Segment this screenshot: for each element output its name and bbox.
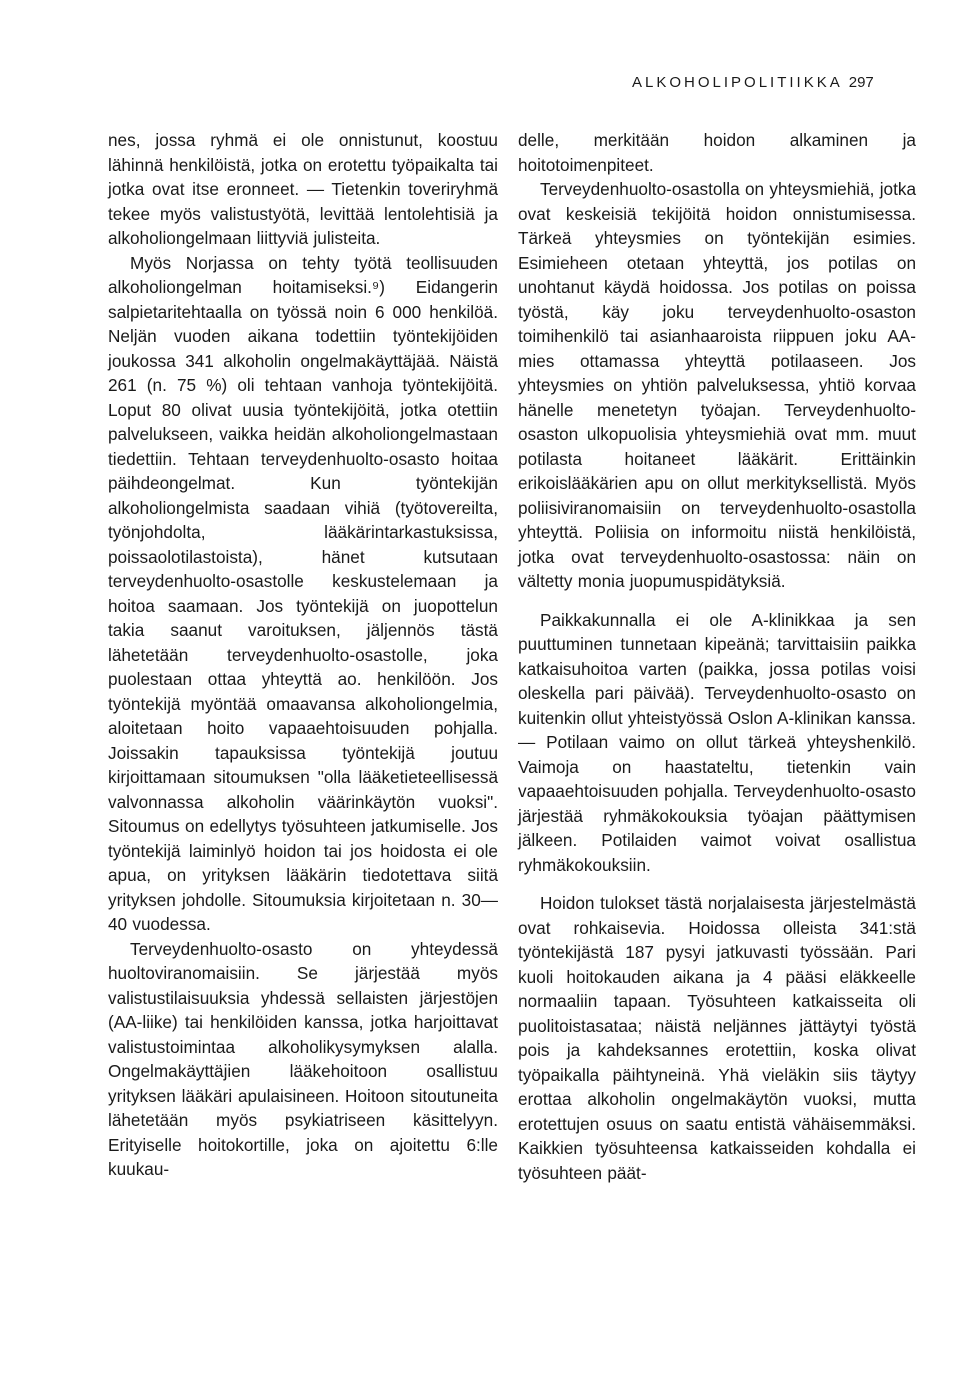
left-column <box>108 128 498 1182</box>
right-column <box>518 128 916 1185</box>
paragraph: delle, merkitään hoidon alkaminen ja hoitotoimenpiteet. <box>518 130 916 175</box>
paragraph: Hoidon tulokset tästä norjalaisesta järjestelmästä ovat rohkaisevia. Hoidossa olleista 341:stä työntekijästä 187 pysyi jatkuvasti työssään. Pari kuoli hoitokauden aikana ja 4 pääsi eläkkeelle normaaliin tapaan. Työsuhteen katkaisseita oli puolitoistasataa; näistä neljännes jättäytyi työstä pois ja kahdeksannes erotettiin, koska olivat työpaikalla päihtyneinä. Yhä vieläkin siis täytyy erottaa alkoholin ongelmakäytön vuoksi, mutta erotettujen osuus on saatu entistä vähäisemmäksi. Kaikkien työsuhteensa katkaisseiden kohdalla ei työsuhteen päät- <box>518 893 916 1183</box>
paragraph: Terveydenhuolto-osastolla on yhteysmiehiä, jotka ovat keskeisiä tekijöitä hoidon onnistumisessa. Tärkeä yhteysmies on työntekijän esimies. Esimieheen otetaan yhteyttä, jos potilas on unohtanut käydä hoidossa. Jos potilas on poissa työstä, käy joku terveydenhuolto-osaston toimihenkilö tai asianhaaroista riippuen joku AA-mies ottamassa yhteyttä potilaaseen. Jos yhteysmies on yhtiön palveluksessa, yhtiö korvaa hänelle menetetyn työajan. Terveydenhuolto-osaston ulkopuolisia yhteysmiehiä ovat mm. muut potilasta hoitaneet lääkärit. Erittäinkin erikoislääkärien apu on ollut merkityksellistä. Myös poliisiviranomaisiin on terveydenhuolto-osastolla yhteyttä. Poliisia on informoitu niistä henkilöistä, jotka ovat terveydenhuolto-osastossa: näin on vältetty monia juopumuspidätyksiä. <box>518 179 917 591</box>
paragraph: Terveydenhuolto-osasto on yhteydessä huoltoviranomaisiin. Se järjestää myös valistustilaisuuksia yhdessä sellaisten järjestöjen (AA-liike) tai henkilöiden kanssa, jotka harjoittavat valistustoimintaa alkoholikysymyksen alalla. Ongelmakäyttäjien lääkehoitoon osallistuu yrityksen lääkäri apulaisineen. Hoitoon sitoutuneita lähetetään myös psykiatriseen käsittelyyn. Erityiselle hoitokortille, joka on ajoitettu 6:lle kuukau- <box>108 938 498 1179</box>
paragraph: Myös Norjassa on tehty työtä teollisuuden alkoholiongelman hoitamiseksi.⁹) Eidangerin salpietaritehtaalla on työssä noin 6 000 henkilöä. Neljän vuoden aikana todettiin työntekijöiden joukossa 341 alkoholin ongelmakäyttäjää. Näistä 261 (n. 75 %) oli tehtaan vanhoja työntekijöitä. Loput 80 olivat uusia työntekijöitä, jotka otettiin palvelukseen, vaikka heidän alkoholiongelmastaan tiedettiin. Tehtaan terveydenhuolto-osasto hoitaa päihdeongelmat. Kun työntekijän alkoholiongelmista saadaan vihiä (työtovereilta, työnjohdolta, lääkärintarkastuksissa, poissaolotilastoista), hänet kutsutaan terveydenhuolto-osastolle keskustelemaan ja hoitoa saamaan. Jos työntekijä on juopottelun takia saanut varoituksen, jäljennös tästä lähetetään terveydenhuolto-osastolle, joka puolestaan ottaa yhteyttä ao. henkilöön. Jos työntekijä myöntää omaavansa alkoholiongelmia, aloitetaan hoito vapaaehtoisuuden pohjalla. Joissakin tapauksissa työntekijä joutuu kirjoittamaan sitoumuksen "olla lääketieteellisessä valvonnassa alkoholin väärinkäytön vuoksi". Sitoumus on edellytys työsuhteen jatkumiselle. Jos työntekijä laiminlyö hoidon tai jos hoidosta ei ole apua, on yrityksen lääkärin tiedotettava siitä yrityksen johdolle. Sitoumuksia kirjoitetaan n. 30—40 vuodessa. <box>108 252 498 934</box>
paragraph: nes, jossa ryhmä ei ole onnistunut, koostuu lähinnä henkilöistä, jotka on erotettu työpaikalta tai jotka ovat itse eronneet. — Tietenkin toveriryhmä tekee myös valistustyötä, levittää lentolehtisiä ja alkoholiongelmaan liittyviä julisteita. <box>108 130 498 248</box>
paragraph: Paikkakunnalla ei ole A-klinikkaa ja sen puuttuminen tunnetaan kipeänä; tarvittaisiin paikka katkaisuhoitoa varten (paikka, jossa potilas voisi oleskella pari päivää). Terveydenhuolto-osasto on kuitenkin ollut yhteistyössä Oslon A-klinikan kanssa. — Potilaan vaimo on ollut tärkeä yhteyshenkilö. Vaimoja on haastateltu, tietenkin vain vapaaehtoisuuden pohjalla. Terveydenhuolto-osasto järjestää ryhmäkokouksia työajan päättymisen jälkeen. Potilaiden vaimot voivat osallistua ryhmäkokouksiin. <box>518 609 917 875</box>
running-title: ALKOHOLIPOLITIIKKA <box>632 74 843 91</box>
running-header <box>632 74 914 91</box>
page-number: 297 <box>848 74 874 91</box>
